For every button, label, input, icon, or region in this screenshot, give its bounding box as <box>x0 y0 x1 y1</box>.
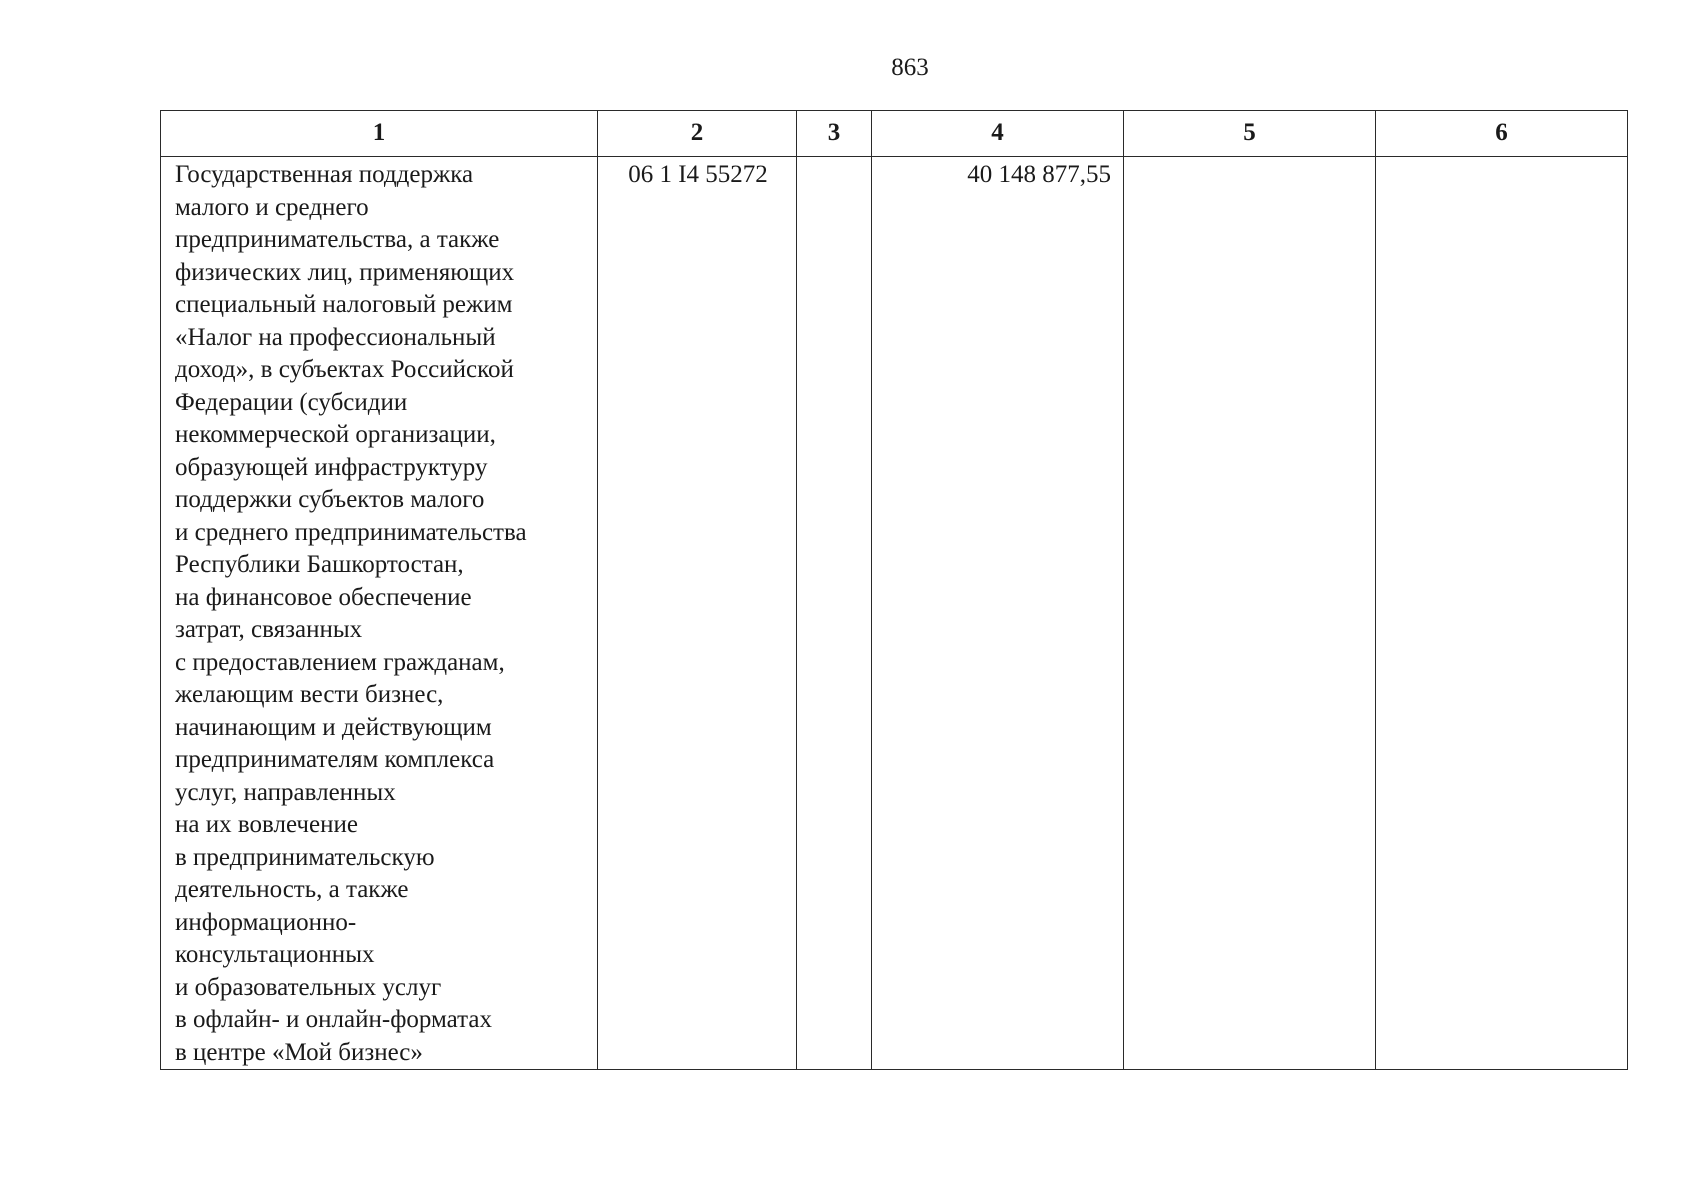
description-line: деятельность, а также <box>175 876 409 903</box>
description-line: и образовательных услуг <box>175 973 442 1001</box>
description-cell <box>161 157 598 1070</box>
description-line: желающим вести бизнес, <box>175 681 444 708</box>
description-line: на их вовлечение <box>175 811 358 838</box>
description-line: образующей инфраструктуру <box>175 453 488 481</box>
budget-table <box>160 110 1628 1070</box>
description-line: доход», в субъектах Российской <box>175 356 514 383</box>
description-line: на финансовое обеспечение <box>175 583 472 611</box>
amount-cell: 40 148 877,55 <box>872 157 1124 1070</box>
description-line: Федерации (субсидии <box>175 388 408 416</box>
column-5-cell <box>1124 157 1376 1070</box>
description-line: в офлайн- и онлайн-форматах <box>175 1006 492 1033</box>
description-line: в центре «Мой бизнес» <box>175 1038 423 1066</box>
column-header-4: 4 <box>872 111 1124 157</box>
description-line: Государственная поддержка <box>175 161 474 188</box>
description-line: некоммерческой организации, <box>175 421 496 448</box>
table-row <box>161 157 1628 1070</box>
description-line: консультационных <box>175 941 375 968</box>
description-line: «Налог на профессиональный <box>175 323 496 351</box>
page-number: 863 <box>891 54 929 81</box>
column-header-6: 6 <box>1376 111 1628 157</box>
column-6-cell <box>1376 157 1628 1070</box>
description-line: в предпринимательскую <box>175 843 435 871</box>
description-line: начинающим и действующим <box>175 713 492 741</box>
description-line: поддержки субъектов малого <box>175 486 485 513</box>
description-line: затрат, связанных <box>175 616 363 643</box>
table-header-row <box>161 111 1628 157</box>
column-header-5: 5 <box>1124 111 1376 157</box>
description-line: предпринимателям комплекса <box>175 746 495 773</box>
description-line: предпринимательства, а также <box>175 226 500 253</box>
column-header-1: 1 <box>161 111 598 157</box>
description-line: услуг, направленных <box>175 778 396 806</box>
column-header-3: 3 <box>797 111 872 157</box>
budget-code-cell: 06 1 I4 55272 <box>598 157 797 1070</box>
description-line: Республики Башкортостан, <box>175 551 464 578</box>
description-line: и среднего предпринимательства <box>175 518 527 546</box>
column-3-cell <box>797 157 872 1070</box>
description-line: физических лиц, применяющих <box>175 258 515 286</box>
description-line: информационно- <box>175 908 357 936</box>
description-line: с предоставлением гражданам, <box>175 648 505 676</box>
description-line: специальный налоговый режим <box>175 291 513 318</box>
description-line: малого и среднего <box>175 193 369 221</box>
column-header-2: 2 <box>598 111 797 157</box>
